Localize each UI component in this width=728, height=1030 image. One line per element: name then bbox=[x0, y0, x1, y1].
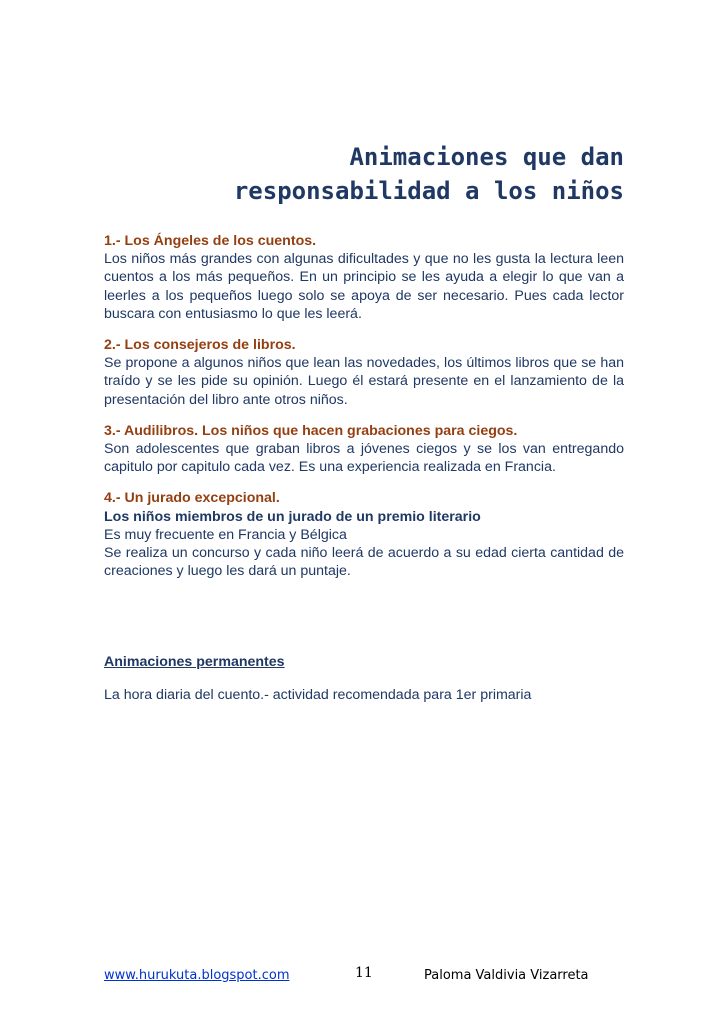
section-heading: 4.- Un jurado excepcional. bbox=[104, 490, 280, 507]
title-line-2: responsabilidad a los niños bbox=[233, 177, 624, 205]
section-angeles bbox=[104, 232, 624, 323]
section-audilibros bbox=[104, 422, 624, 477]
footer-author: Paloma Valdivia Vizarreta bbox=[424, 968, 589, 983]
page-title bbox=[234, 140, 624, 208]
footer-blog-link[interactable]: www.hurukuta.blogspot.com bbox=[104, 968, 290, 983]
section-heading: 3.- Audilibros. Los niños que hacen grabaciones para ciegos. bbox=[104, 422, 518, 439]
section-heading: 1.- Los Ángeles de los cuentos. bbox=[104, 233, 317, 249]
section-body: Los niños más grandes con algunas dificultades y que no les gusta la lectura leen cuentos a los más pequeños. En un principio se les ayuda a elegir lo que van a leerles a los pequeños luego solo se apoya de ser necesario. Pues cada lector buscara con entusiasmo lo que les leerá. bbox=[104, 251, 624, 322]
page-number: 11 bbox=[355, 965, 373, 981]
section-jurado bbox=[104, 489, 624, 580]
section-line: Es muy frecuente en Francia y Bélgica bbox=[104, 526, 347, 543]
section-body: Son adolescentes que graban libros a jóvenes ciegos y se los van entregando capitulo por capitulo cada vez. Es una experiencia realizada en Francia. bbox=[104, 441, 624, 476]
permanent-heading: Animaciones permanentes bbox=[104, 654, 285, 670]
main-content bbox=[104, 232, 624, 593]
section-consejeros bbox=[104, 336, 624, 409]
title-line-1: Animaciones que dan bbox=[349, 143, 624, 171]
section-subheading: Los niños miembros de un jurado de un premio literario bbox=[104, 508, 481, 525]
section-heading: 2.- Los consejeros de libros. bbox=[104, 337, 296, 354]
section-body: Se propone a algunos niños que lean las novedades, los últimos libros que se han traído y se les pide su opinión. Luego él estará presente en el lanzamiento de la presentación del libro ante otros niños. bbox=[104, 355, 624, 408]
permanent-text: La hora diaria del cuento.- actividad recomendada para 1er primaria bbox=[104, 687, 532, 703]
section-body: Se realiza un concurso y cada niño leerá de acuerdo a su edad cierta cantidad de creaciones y luego les dará un puntaje. bbox=[104, 545, 624, 580]
